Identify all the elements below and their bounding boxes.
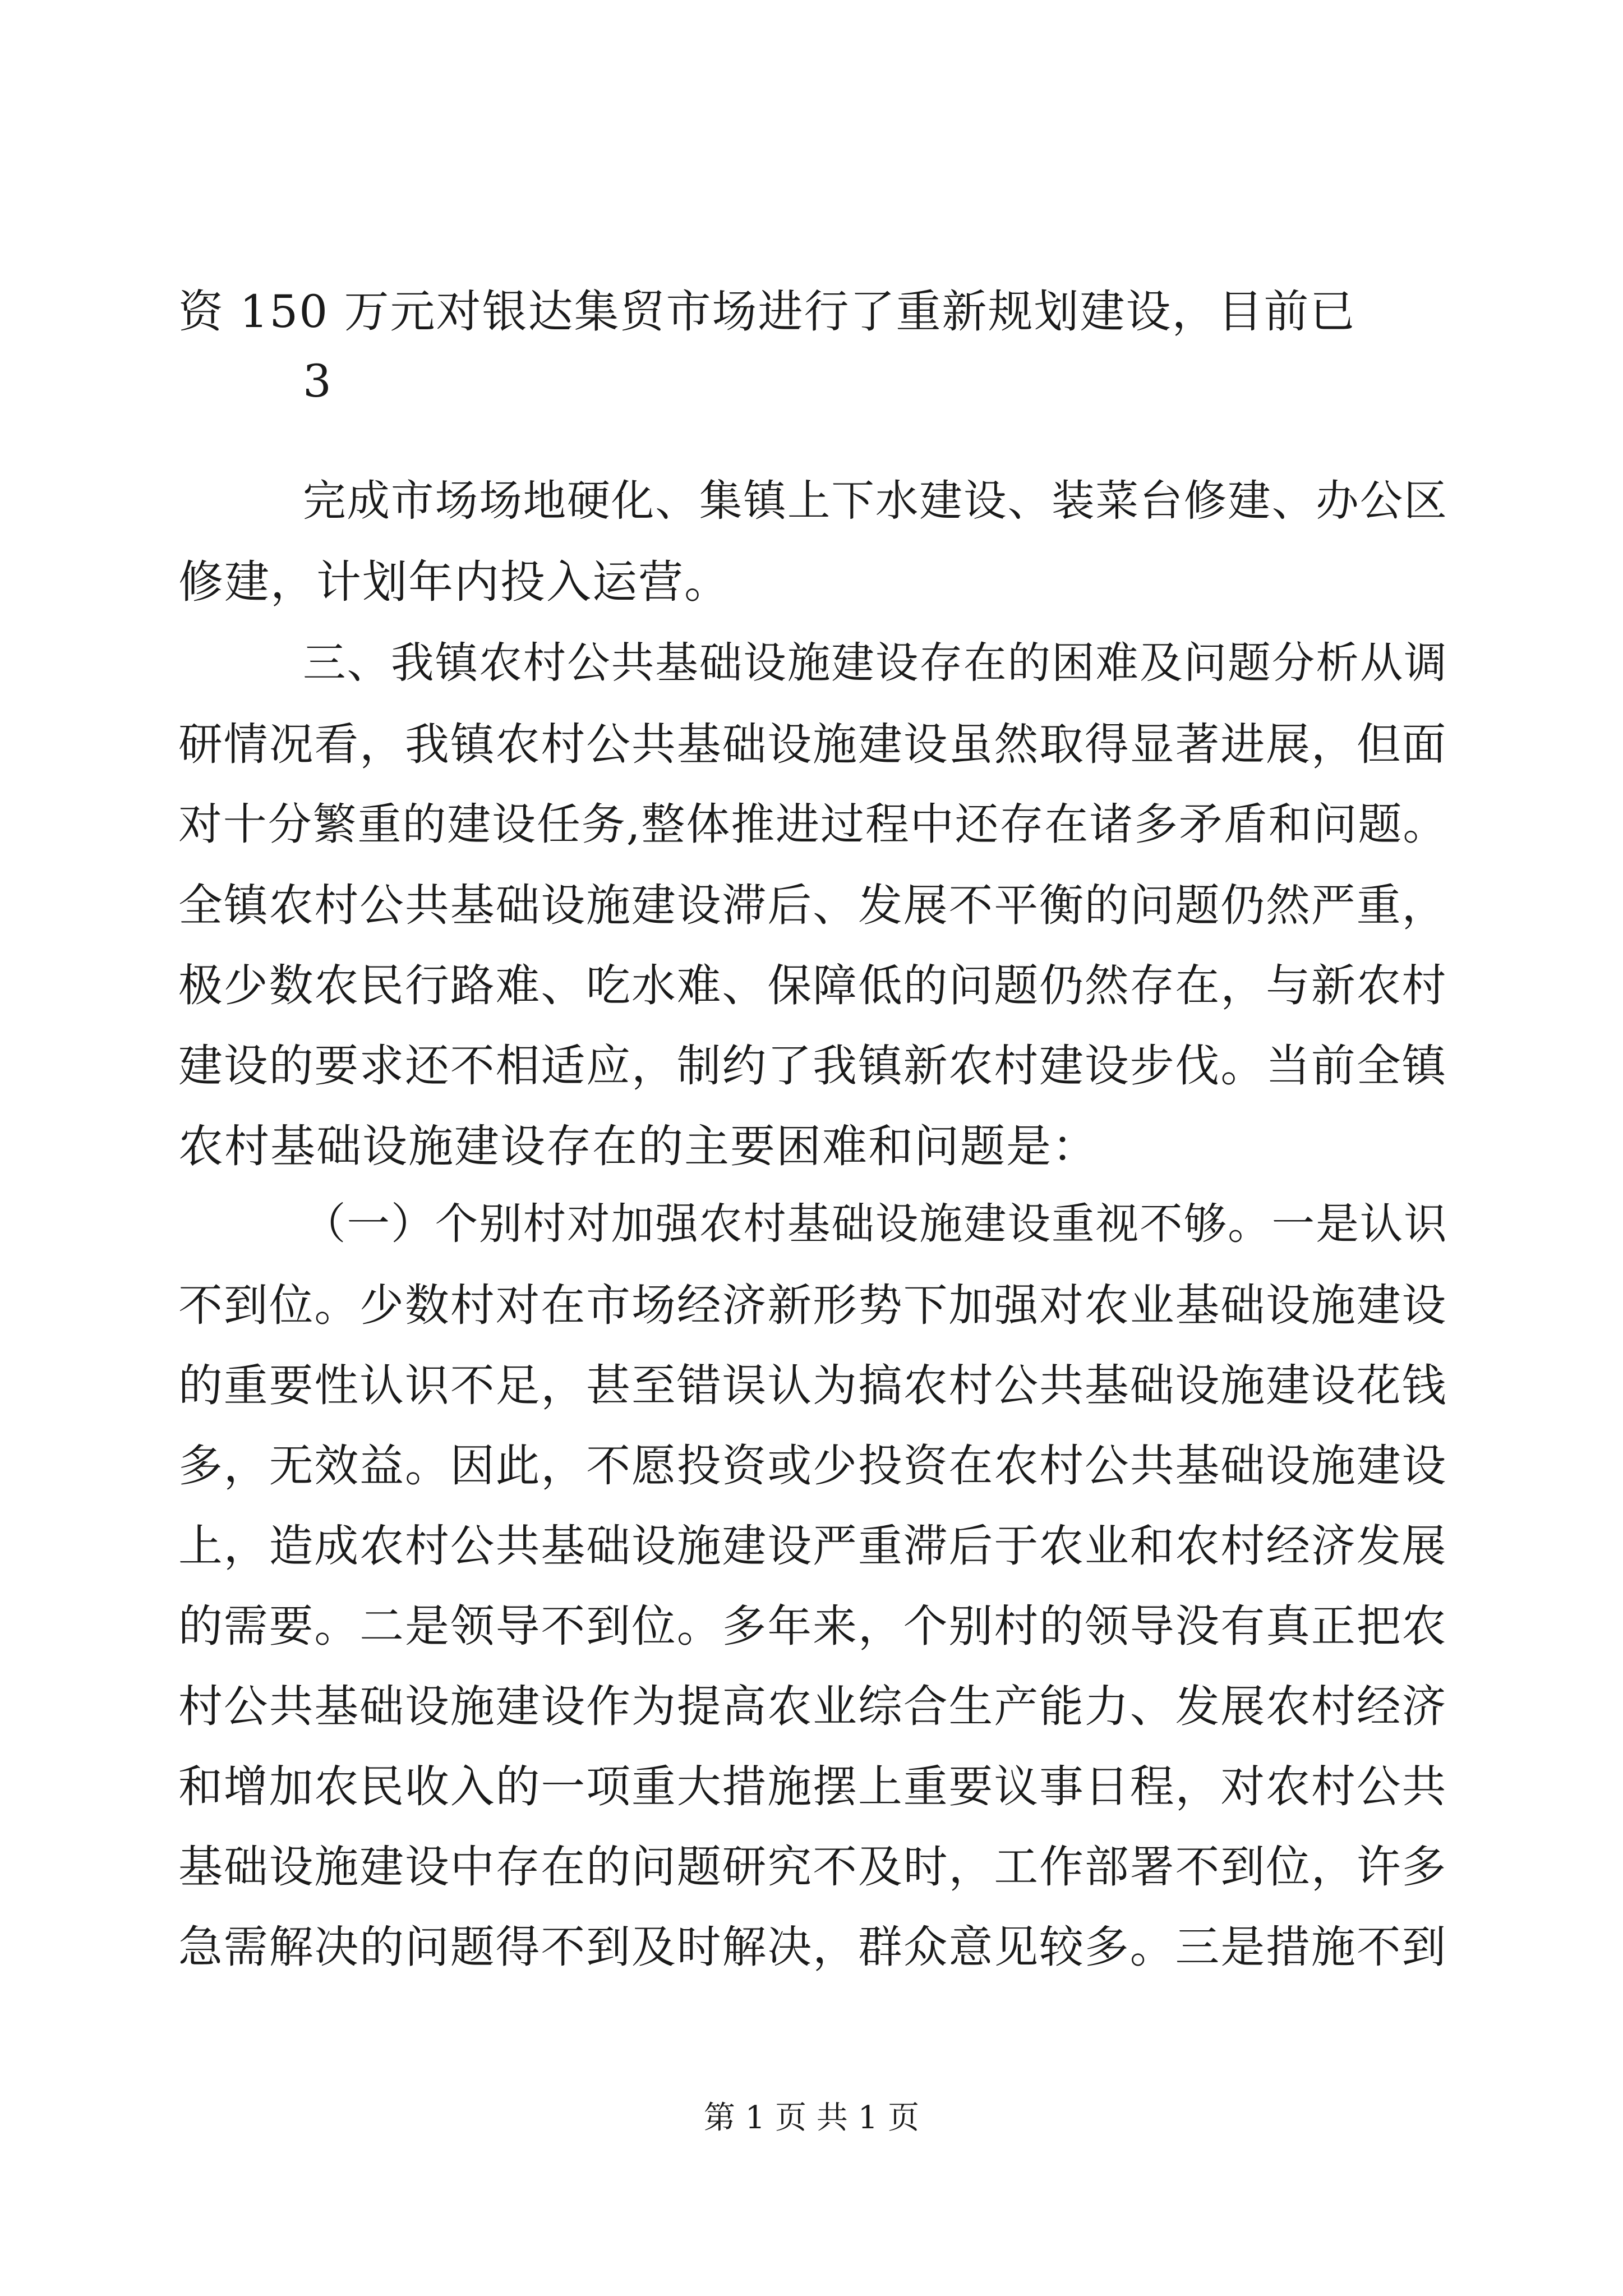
text-line: 农村基础设施建设存在的主要困难和问题是： (178, 1120, 1098, 1172)
text-line: 全镇农村公共基础设施建设滞后、发展不平衡的问题仍然严重， (178, 880, 1447, 931)
subsection-heading: （一）个别村对加强农村基础设施建设重视不够。一是认识 (303, 1199, 1448, 1249)
text-line: 多，无效益。因此，不愿投资或少投资在农村公共基础设施建设 (178, 1440, 1447, 1492)
text-line: 和增加农民收入的一项重大措施摆上重要议事日程，对农村公共 (178, 1761, 1447, 1812)
text-line: 的需要。二是领导不到位。多年来，个别村的领导没有真正把农 (178, 1600, 1447, 1652)
text-line: 完成市场场地硬化、集镇上下水建设、装菜台修建、办公区 (303, 476, 1448, 526)
text-line: 不到位。少数村对在市场经济新形势下加强对农业基础设施建设 (178, 1280, 1447, 1331)
text-line: 资 150 万元对银达集贸市场进行了重新规划建设，目前已 (178, 286, 1356, 338)
text-line: 上，造成农村公共基础设施建设严重滞后于农业和农村经济发展 (178, 1520, 1447, 1572)
page-footer: 第 1 页 共 1 页 (703, 2100, 920, 2136)
text-line: 极少数农民行路难、吃水难、保障低的问题仍然存在，与新农村 (178, 960, 1447, 1011)
text-line: 的重要性认识不足，甚至错误认为搞农村公共基础设施建设花钱 (178, 1360, 1447, 1411)
text-line: 村公共基础设施建设作为提高农业综合生产能力、发展农村经济 (178, 1681, 1447, 1732)
page-number-marker: 3 (303, 355, 333, 407)
text-line: 急需解决的问题得不到及时解决，群众意见较多。三是措施不到 (178, 1921, 1447, 1973)
text-line: 研情况看，我镇农村公共基础设施建设虽然取得显著进展，但面 (178, 719, 1447, 770)
text-line: 基础设施建设中存在的问题研究不及时，工作部署不到位，许多 (178, 1841, 1447, 1893)
text-line: 对十分繁重的建设任务,整体推进过程中还存在诸多矛盾和问题。 (178, 799, 1448, 850)
text-line: 修建，计划年内投入运营。 (178, 556, 730, 608)
section-heading: 三、我镇农村公共基础设施建设存在的困难及问题分析从调 (303, 638, 1448, 688)
text-line: 建设的要求还不相适应，制约了我镇新农村建设步伐。当前全镇 (178, 1040, 1447, 1092)
